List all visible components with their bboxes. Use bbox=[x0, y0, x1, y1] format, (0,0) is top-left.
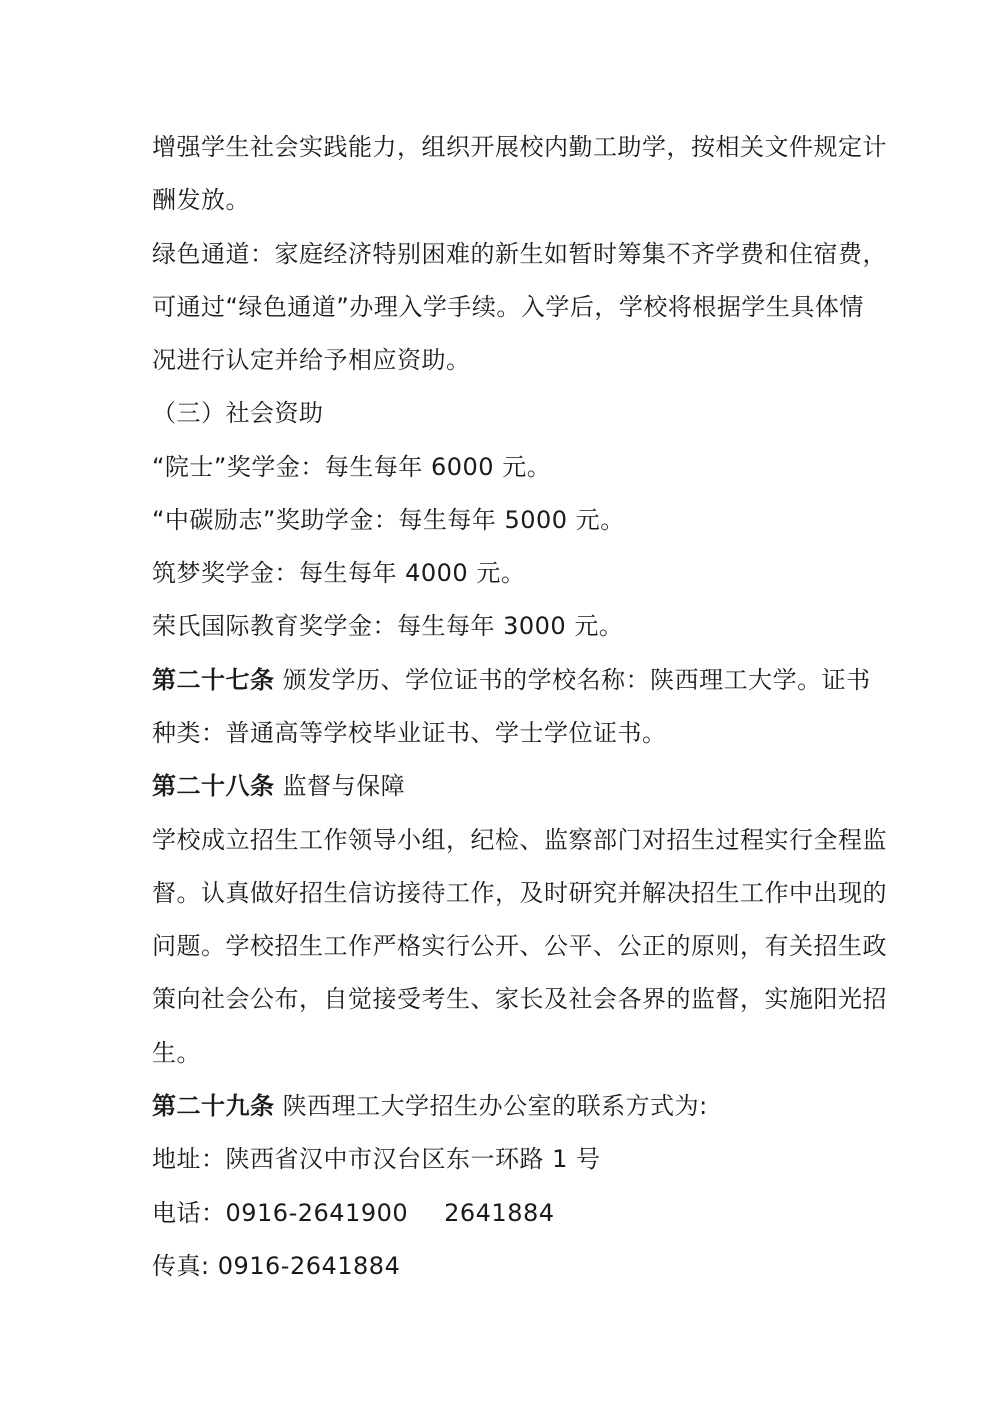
text-line: 绿色通道：家庭经济特别困难的新生如暂时筹集不齐学费和住宿费， bbox=[152, 240, 887, 268]
contact-phone bbox=[152, 1198, 867, 1228]
article-27-line bbox=[152, 665, 871, 695]
scholarship-item: 筑梦奖学金：每生每年 4000 元。 bbox=[152, 559, 526, 587]
text-line: 酬发放。 bbox=[152, 186, 250, 214]
article-heading: 第二十八条 bbox=[152, 772, 275, 800]
text-line: 策向社会公布，自觉接受考生、家长及社会各界的监督，实施阳光招 bbox=[152, 985, 887, 1013]
text-line: 督。认真做好招生信访接待工作，及时研究并解决招生工作中出现的 bbox=[152, 879, 887, 907]
text-line: 增强学生社会实践能力，组织开展校内勤工助学，按相关文件规定计 bbox=[152, 133, 887, 161]
text-line: 种类：普通高等学校毕业证书、学士学位证书。 bbox=[152, 719, 667, 747]
article-heading: 第二十七条 bbox=[152, 666, 275, 694]
article-29-line bbox=[152, 1091, 867, 1121]
scholarship-item: 荣氏国际教育奖学金：每生每年 3000 元。 bbox=[152, 612, 624, 640]
text-line: 问题。学校招生工作严格实行公开、公平、公正的原则，有关招生政 bbox=[152, 932, 887, 960]
phone-primary: 电话：0916-2641900 bbox=[152, 1199, 409, 1227]
article-heading: 第二十九条 bbox=[152, 1092, 275, 1120]
scholarship-item: “中碳励志”奖助学金：每生每年 5000 元。 bbox=[152, 506, 625, 534]
phone-secondary: 2641884 bbox=[444, 1199, 555, 1227]
text-line: 况进行认定并给予相应资助。 bbox=[152, 346, 471, 374]
contact-fax: 传真: 0916-2641884 bbox=[152, 1252, 401, 1280]
text-line: 可通过“绿色通道”办理入学手续。入学后，学校将根据学生具体情 bbox=[152, 293, 864, 321]
article-text: 颁发学历、学位证书的学校名称：陕西理工大学。证书 bbox=[274, 666, 871, 694]
article-title: 监督与保障 bbox=[274, 772, 406, 800]
article-28-line bbox=[152, 771, 867, 801]
contact-address: 地址：陕西省汉中市汉台区东一环路 1 号 bbox=[152, 1145, 601, 1173]
section-heading: （三）社会资助 bbox=[152, 399, 324, 427]
article-title: 陕西理工大学招生办公室的联系方式为: bbox=[274, 1092, 708, 1120]
text-line: 学校成立招生工作领导小组，纪检、监察部门对招生过程实行全程监 bbox=[152, 826, 887, 854]
text-line: 生。 bbox=[152, 1039, 201, 1067]
scholarship-item: “院士”奖学金：每生每年 6000 元。 bbox=[152, 453, 552, 481]
